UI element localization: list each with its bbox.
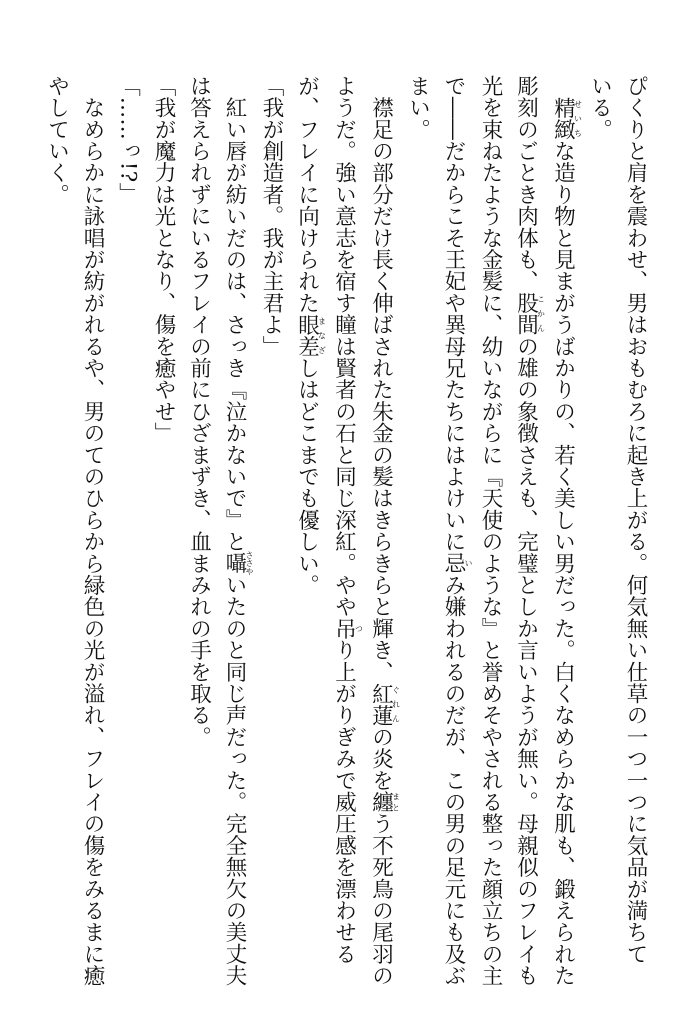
text-line: ようだ。強い意志を宿す瞳は賢者の石と同じ深紅。やや吊つり上がりぎみで威圧感を漂わせる bbox=[331, 75, 364, 965]
ruby-word: 吊つ bbox=[331, 617, 364, 640]
ruby-word: 精緻せいち bbox=[550, 96, 583, 141]
text-line: で――だからこそ王妃や異母兄たちにはよけいに忌いみ嫌われるのだが、この男の足元にも及ぶ bbox=[441, 75, 473, 987]
text-line: 「……っ!?」 bbox=[115, 75, 141, 205]
ruby-word: 忌い bbox=[441, 552, 473, 575]
text-line: やしていく。 bbox=[44, 75, 70, 206]
ruby-word: 囁ささや bbox=[222, 550, 254, 576]
text-line: 紅い唇が紡いだのは、さっき『泣かないで』と囁ささやいたのと同じ声だった。完全無欠の美丈夫 bbox=[222, 75, 254, 987]
text-line: ぴくりと肩を震わせ、男はおもむろに起き上がる。何気無い仕草の一つ一つに気品が満ちて bbox=[623, 75, 648, 965]
text-line: 襟足の部分だけ長く伸ばされた朱金の髪はきらきらと輝き、紅蓮ぐれんの炎を纏まとう不死鳥の尾羽の bbox=[368, 75, 401, 987]
text-line: が、フレイに向けられた眼差まなざしはどこまでも優しい。 bbox=[294, 75, 327, 596]
ruby-word: 紅蓮ぐれん bbox=[368, 682, 401, 727]
ruby-word: 纏まと bbox=[368, 791, 401, 813]
text-line: 「我が魔力は光となり、傷を癒やせ」 bbox=[151, 75, 176, 444]
text-line: 「我が創造者。我が主君よ」 bbox=[259, 75, 284, 358]
ruby-word: 股間こかん bbox=[513, 292, 546, 336]
ruby-word: 眼差まなざ bbox=[294, 313, 327, 358]
text-line: まい。 bbox=[405, 75, 431, 141]
text-line: は答えられずにいるフレイの前にひざまずき、血まみれの手を取る。 bbox=[186, 75, 212, 748]
text-line: 精緻せいちな造り物と見まがうばかりの、若く美しい男だった。白くなめらかな肌も、鍛えられた bbox=[550, 96, 583, 987]
text-line: 彫刻のごとき肉体も、股間こかんの雄の象徴さえも、完璧としか言いようが無い。母親似のフレイも bbox=[513, 75, 546, 987]
text-line: なめらかに詠唱が紡がれるや、男のてのひらから緑色の光が溢れ、フレイの傷をみるまに癒 bbox=[80, 75, 105, 987]
vertical-text-body bbox=[39, 75, 653, 987]
text-line: いる。 bbox=[587, 75, 613, 141]
text-line: 光を束ねたような金髪に、幼いながらに『天使のような』と誉めそやされる整った顔立ちの主 bbox=[478, 75, 503, 987]
